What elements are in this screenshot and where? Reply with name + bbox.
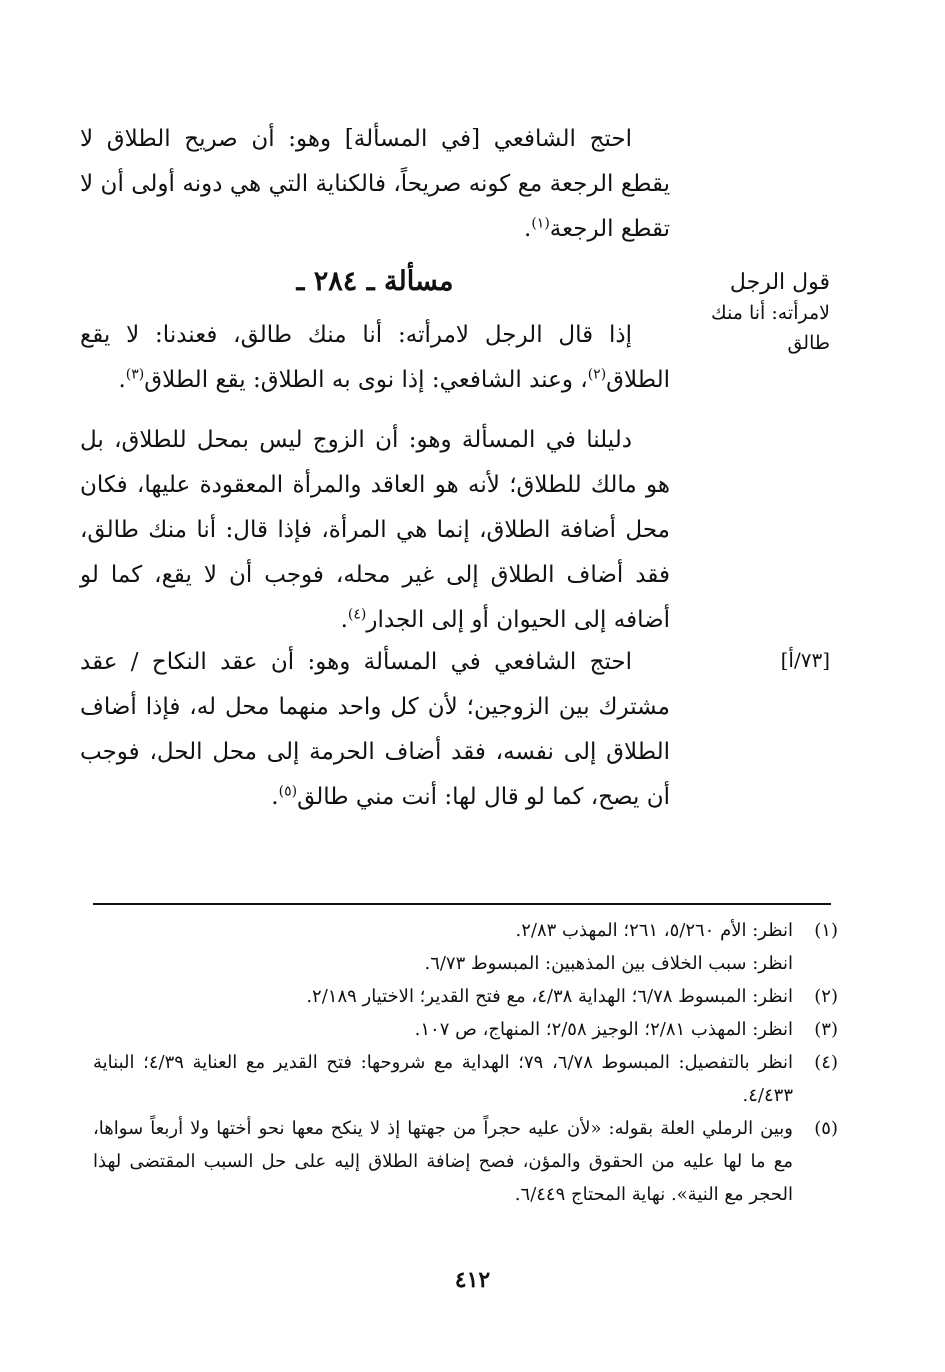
footnote-number: (٣) bbox=[814, 1019, 838, 1040]
margin-note-line1: قول الرجل bbox=[729, 270, 830, 295]
footnote-2 bbox=[93, 980, 838, 1013]
para1-text1: إذا قال الرجل لامرأته: أنا منك طالق، فعندنا: لا يقع الطلاق bbox=[80, 322, 670, 393]
footnote-ref-3[interactable]: (٣) bbox=[125, 366, 145, 383]
footnote-3 bbox=[93, 1013, 838, 1046]
footnote-4 bbox=[93, 1046, 838, 1112]
margin-note bbox=[690, 268, 830, 358]
footnote-number: (٤) bbox=[814, 1052, 838, 1073]
footnote-number: (١) bbox=[814, 920, 838, 941]
paragraph-3 bbox=[80, 640, 670, 820]
footnote-divider bbox=[93, 903, 831, 905]
para2-end: . bbox=[340, 607, 348, 633]
footnote-5 bbox=[93, 1112, 838, 1211]
footnote-1 bbox=[93, 914, 838, 947]
margin-note-line3: طالق bbox=[787, 332, 830, 354]
footnote-text: وبين الرملي العلة بقوله: «لأن عليه حجراً من جهتها إذ لا ينكح معها نحو أختها ولا أربعاً سواها، مع ما لها عليه من الحقوق والمؤن، فصح إضافة الطلاق إليه على حل السبب المقتضى لهذا الحجر مع النية». نهاية المحتاج ٦/٤٤٩. bbox=[93, 1118, 793, 1205]
footnote-text: انظر: الأم ٥/٢٦٠، ٢٦١؛ المهذب ٢/٨٣. bbox=[515, 920, 793, 941]
footnote-ref-4[interactable]: (٤) bbox=[347, 606, 367, 623]
footnote-1-continuation bbox=[93, 947, 838, 980]
intro-paragraph bbox=[80, 117, 670, 252]
para1-text2: ، وعند الشافعي: إذا نوى به الطلاق: يقع الطلاق bbox=[144, 367, 588, 393]
page-number: ٤١٢ bbox=[454, 1267, 491, 1293]
footnote-text: انظر بالتفصيل: المبسوط ٦/٧٨، ٧٩؛ الهداية مع شروحها: فتح القدير مع العناية ٤/٣٩؛ البناية ٤/٤٣٣. bbox=[93, 1052, 794, 1106]
footnote-ref-2[interactable]: (٢) bbox=[587, 366, 607, 383]
section-heading: مسألة ـ ٢٨٤ ـ bbox=[296, 266, 454, 297]
paragraph-2 bbox=[80, 418, 670, 643]
intro-end: . bbox=[524, 216, 532, 242]
footnote-ref-1[interactable]: (١) bbox=[531, 215, 550, 232]
footnotes bbox=[93, 914, 838, 1211]
footnote-number: (٢) bbox=[814, 986, 838, 1007]
para3-end: . bbox=[271, 784, 279, 810]
paragraph-1 bbox=[80, 313, 670, 403]
intro-text: احتج الشافعي [في المسألة] وهو: أن صريح الطلاق لا يقطع الرجعة مع كونه صريحاً، فالكناية التي هي دونه أولى أن لا تقطع الرجعة bbox=[80, 126, 670, 242]
footnote-text: انظر: سبب الخلاف بين المذهبين: المبسوط ٦/٧٣. bbox=[424, 953, 793, 974]
para1-end: . bbox=[118, 367, 126, 393]
footnote-number: (٥) bbox=[814, 1118, 838, 1139]
margin-note-line2: لامرأته: أنا منك bbox=[710, 302, 830, 324]
manuscript-folio-ref: [٧٣/أ] bbox=[780, 648, 830, 672]
footnote-text: انظر: المهذب ٢/٨١؛ الوجيز ٢/٥٨؛ المنهاج، ص ١٠٧. bbox=[414, 1019, 793, 1040]
para3-text: احتج الشافعي في المسألة وهو: أن عقد النكاح / عقد مشترك بين الزوجين؛ لأن كل واحد منهما محل له، فإذا أضاف الطلاق إلى نفسه، فقد أضاف الحرمة إلى محل الحل، فوجب أن يصح، كما لو قال لها: أنت مني طالق bbox=[80, 649, 670, 810]
para2-text: دليلنا في المسألة وهو: أن الزوج ليس بمحل للطلاق، بل هو مالك للطلاق؛ لأنه هو العاقد والمرأة المعقودة عليها، فكان محل أضافة الطلاق، إنما هي المرأة، فإذا قال: أنا منك طالق، فقد أضاف الطلاق إلى غير محله، فوجب أن لا يقع، كما لو أضافه إلى الحيوان أو إلى الجدار bbox=[80, 427, 670, 633]
footnote-ref-5[interactable]: (٥) bbox=[278, 783, 298, 800]
footnote-text: انظر: المبسوط ٦/٧٨؛ الهداية ٤/٣٨، مع فتح القدير؛ الاختيار ٢/١٨٩. bbox=[306, 986, 793, 1007]
